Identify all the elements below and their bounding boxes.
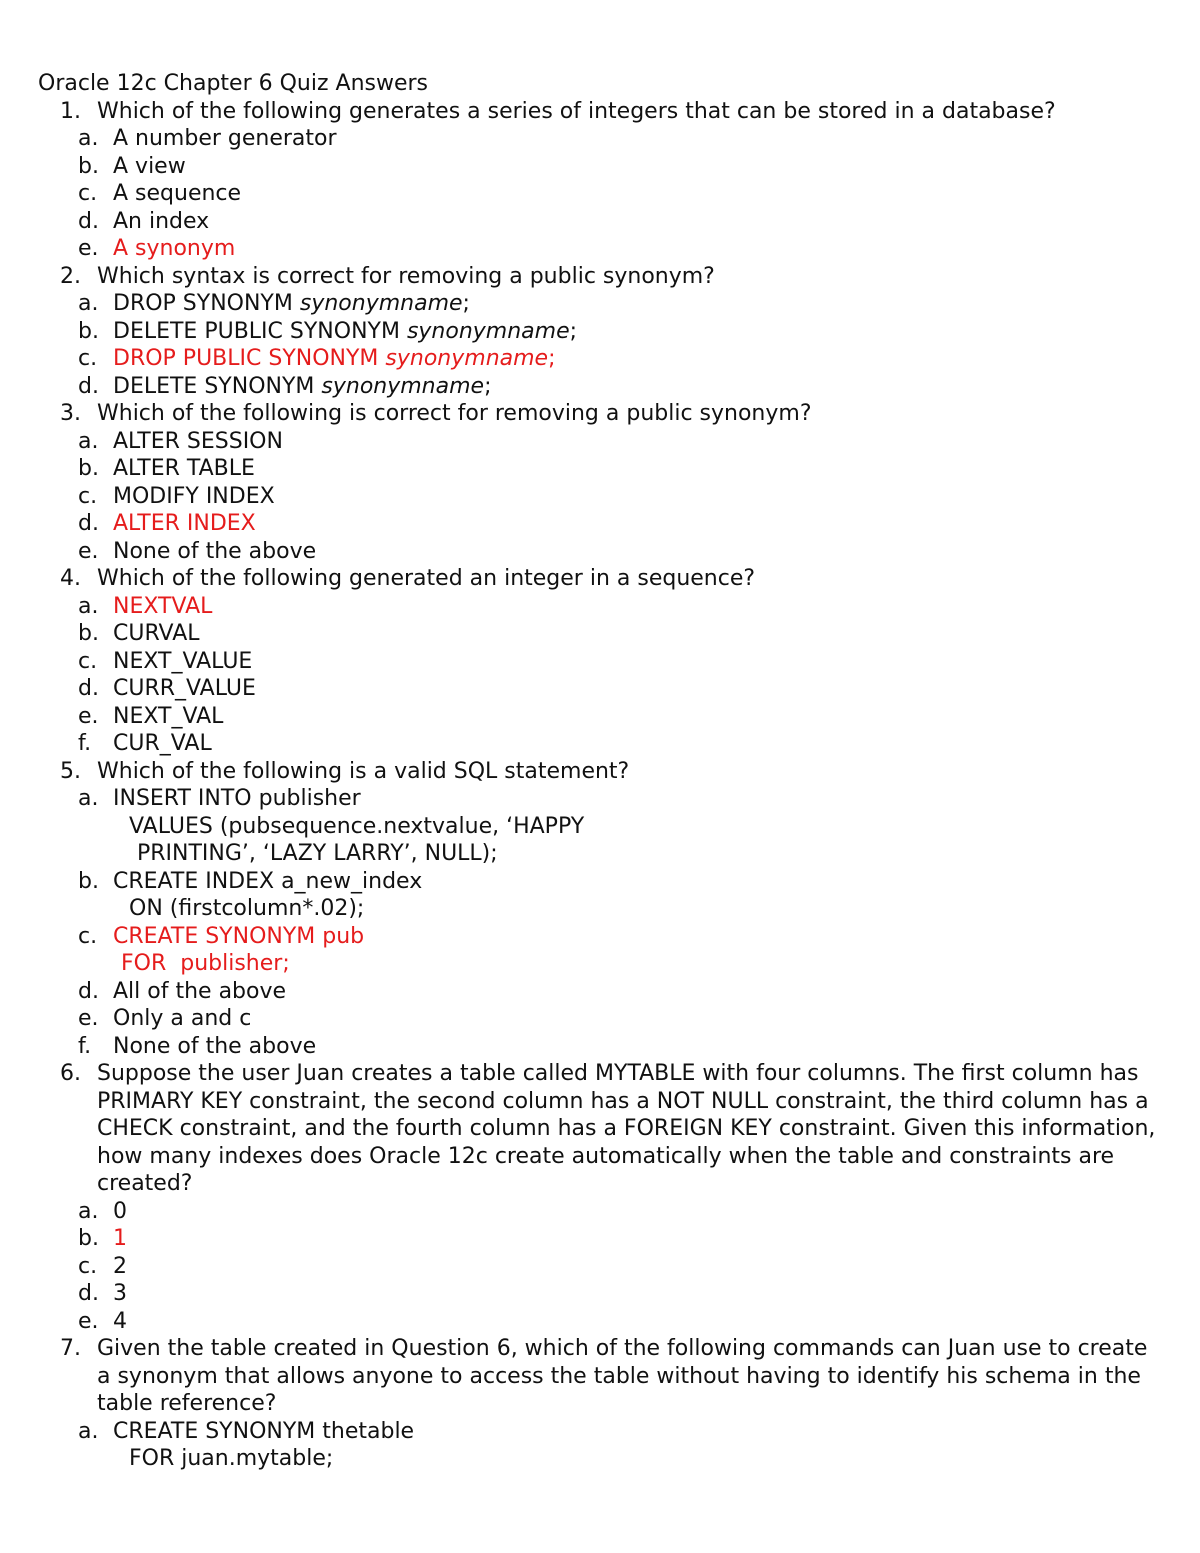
- answer-text: ALTER INDEX: [113, 511, 256, 536]
- option: [0, 153, 1200, 181]
- option: [0, 620, 1200, 648]
- option: [0, 455, 1200, 483]
- option-text: NEXT_VAL: [113, 703, 224, 729]
- option: [0, 1005, 1200, 1033]
- option-answer: [0, 510, 1200, 538]
- option-letter: e.: [78, 703, 99, 729]
- answer-text: CREATE SYNONYM pub: [113, 923, 365, 949]
- option-text: NEXT_VALUE: [113, 648, 253, 674]
- option-suffix: ;: [462, 291, 470, 316]
- option-letter: b.: [78, 1226, 99, 1251]
- option: [0, 675, 1200, 703]
- answer-text: NEXTVAL: [113, 593, 213, 619]
- option-text: All of the above: [113, 978, 287, 1004]
- option-text: None of the above: [113, 1033, 317, 1059]
- question-4: [0, 565, 1200, 593]
- option-letter: d.: [78, 511, 99, 536]
- option-text: A sequence: [113, 181, 242, 206]
- option-suffix: ;: [548, 346, 556, 371]
- option-text: ALTER SESSION: [113, 428, 283, 454]
- option-text: 2: [113, 1253, 127, 1279]
- option-text: None of the above: [113, 538, 317, 564]
- option-letter: d.: [78, 373, 99, 399]
- option-continuation: FOR juan.mytable;: [129, 1446, 334, 1471]
- question-text: Which of the following is correct for removing a public synonym?: [97, 401, 812, 426]
- option: [0, 373, 1200, 401]
- option-answer: [0, 923, 1200, 951]
- option: [0, 125, 1200, 153]
- option: [0, 730, 1200, 758]
- option-text: CURR_VALUE: [113, 676, 256, 701]
- option-continuation: ON (firstcolumn*.02);: [129, 896, 365, 921]
- option-answer: [0, 235, 1200, 263]
- option: [0, 208, 1200, 236]
- option-letter: b.: [78, 318, 99, 344]
- question-number: 3.: [60, 401, 81, 426]
- answer-text: 1: [113, 1226, 127, 1251]
- option-text: [113, 290, 1200, 318]
- option-letter: a.: [78, 126, 99, 151]
- option: [0, 868, 1200, 896]
- question-number: 4.: [60, 566, 81, 591]
- page-title: Oracle 12c Chapter 6 Quiz Answers: [38, 71, 429, 96]
- option-placeholder: synonymname: [321, 373, 485, 399]
- option-letter: e.: [78, 236, 99, 261]
- option-letter: a.: [78, 593, 99, 619]
- option-letter: a.: [78, 428, 99, 454]
- option-letter: e.: [78, 538, 99, 564]
- option-letter: d.: [78, 1281, 99, 1306]
- option-placeholder: synonymname: [299, 291, 463, 316]
- option-text: CUR_VAL: [113, 731, 212, 756]
- option: [0, 483, 1200, 511]
- option-placeholder: synonymname: [406, 318, 570, 344]
- option-text: 4: [113, 1308, 127, 1334]
- option: [0, 1418, 1200, 1446]
- option-continuation: PRINTING’, ‘LAZY LARRY’, NULL);: [137, 841, 498, 866]
- option: [0, 978, 1200, 1006]
- question-1: [0, 98, 1200, 126]
- question-number: 1.: [60, 98, 81, 124]
- option-letter: f.: [78, 731, 92, 756]
- option: [0, 1280, 1200, 1308]
- question-number: 6.: [60, 1061, 81, 1086]
- question-text: Suppose the user Juan creates a table called MYTABLE with four columns. The first column has PRIMARY KEY constraint, the second column has a NOT NULL constraint, the third column has a CHECK constraint, and the fourth column has a FOREIGN KEY constraint. Given this information, how many indexes does Oracle 12c create automatically when the table and constraints are created?: [97, 1061, 1156, 1196]
- option-text: 3: [113, 1281, 127, 1306]
- option-command: DELETE SYNONYM: [113, 373, 322, 399]
- option: [0, 428, 1200, 456]
- option-text: A view: [113, 153, 186, 179]
- option-answer: [0, 345, 1200, 373]
- option: [0, 703, 1200, 731]
- answer-continuation: FOR publisher;: [121, 951, 290, 976]
- option-text: INSERT INTO publisher: [113, 786, 361, 811]
- question-text: Which of the following is a valid SQL statement?: [97, 758, 630, 784]
- option-text: An index: [113, 208, 210, 234]
- option: [0, 290, 1200, 318]
- option: [0, 1033, 1200, 1061]
- option: [0, 1198, 1200, 1226]
- option-letter: b.: [78, 153, 99, 179]
- option-text: ALTER TABLE: [113, 456, 255, 481]
- question-7: [0, 1335, 1200, 1418]
- option-command: DROP PUBLIC SYNONYM: [113, 346, 386, 371]
- option-text: 0: [113, 1198, 127, 1224]
- option-letter: c.: [78, 1253, 98, 1279]
- option-command: DROP SYNONYM: [113, 291, 300, 316]
- option-letter: d.: [78, 676, 99, 701]
- option-text: CURVAL: [113, 621, 200, 646]
- option-letter: a.: [78, 291, 99, 316]
- option-placeholder: synonymname: [385, 346, 549, 371]
- option-letter: c.: [78, 181, 98, 206]
- question-text: Which of the following generates a series of integers that can be stored in a database?: [97, 98, 1056, 124]
- option-letter: c.: [78, 483, 98, 509]
- question-text: Which syntax is correct for removing a public synonym?: [97, 263, 715, 289]
- option: [0, 538, 1200, 566]
- question-text: Given the table created in Question 6, which of the following commands can Juan use to create a synonym that allows anyone to access the table without having to identify his schema in the table reference?: [97, 1336, 1148, 1416]
- option-text: CREATE INDEX a_new_index: [113, 868, 423, 894]
- option: [0, 648, 1200, 676]
- option: [0, 180, 1200, 208]
- option-suffix: ;: [484, 373, 492, 399]
- option-letter: a.: [78, 1198, 99, 1224]
- option-text: [113, 318, 1200, 346]
- question-5: [0, 758, 1200, 786]
- option-letter: b.: [78, 621, 99, 646]
- question-3: [0, 400, 1200, 428]
- option-continuation: VALUES (pubsequence.nextvalue, ‘HAPPY: [129, 813, 585, 839]
- question-2: [0, 263, 1200, 291]
- option-letter: e.: [78, 1006, 99, 1031]
- option-letter: b.: [78, 456, 99, 481]
- option-letter: d.: [78, 978, 99, 1004]
- option-letter: c.: [78, 923, 98, 949]
- option-letter: c.: [78, 648, 98, 674]
- answer-text: [113, 345, 1200, 373]
- question-number: 7.: [60, 1336, 81, 1361]
- question-6: [0, 1060, 1200, 1198]
- option-text: A number generator: [113, 126, 337, 151]
- option-suffix: ;: [569, 318, 578, 344]
- question-text: Which of the following generated an integer in a sequence?: [97, 566, 756, 591]
- option-text: [113, 373, 1200, 401]
- option-letter: e.: [78, 1308, 99, 1334]
- option-letter: a.: [78, 786, 99, 811]
- option-letter: f.: [78, 1033, 92, 1059]
- option: [0, 1253, 1200, 1281]
- answer-text: A synonym: [113, 236, 236, 261]
- option-text: CREATE SYNONYM thetable: [113, 1418, 415, 1444]
- option-letter: c.: [78, 346, 98, 371]
- question-number: 5.: [60, 758, 81, 784]
- option-letter: d.: [78, 208, 99, 234]
- option: [0, 785, 1200, 813]
- option-command: DELETE PUBLIC SYNONYM: [113, 318, 407, 344]
- option-letter: a.: [78, 1418, 99, 1444]
- option: [0, 1308, 1200, 1336]
- option-text: MODIFY INDEX: [113, 483, 275, 509]
- option-answer: [0, 593, 1200, 621]
- option-text: Only a and c: [113, 1006, 252, 1031]
- option-letter: b.: [78, 868, 99, 894]
- option: [0, 318, 1200, 346]
- option-answer: [0, 1225, 1200, 1253]
- question-number: 2.: [60, 263, 81, 289]
